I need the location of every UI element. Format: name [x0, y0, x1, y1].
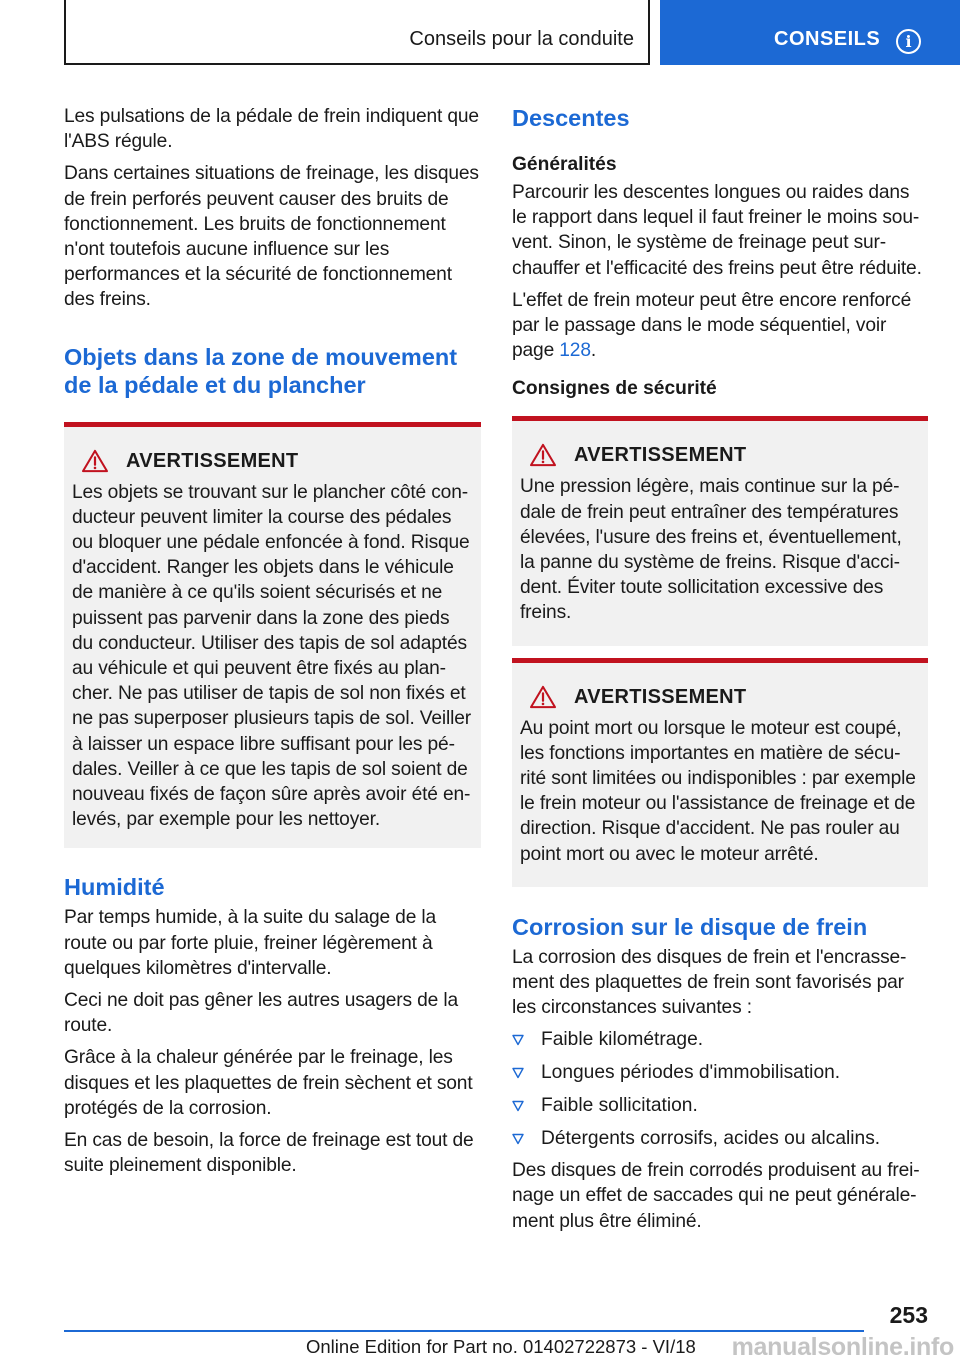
header-chapter-box: [660, 0, 960, 65]
engine-brake-text: L'effet de frein moteur peut être encore renforcé par le passage dans le mode séquentiel, voir page: [512, 289, 912, 362]
corrosion-outro: Des disques de frein corrodés produisent au freinage un effet de saccades qui ne peut généralement plus être éliminé.: [512, 1160, 920, 1232]
triangle-bullet-icon: [512, 1133, 524, 1145]
safety-subheading: Consignes de sécurité: [512, 378, 717, 400]
warning-triangle-icon: [528, 443, 558, 467]
general-paragraph: Parcourir les descentes longues ou raides dans le rapport dans lequel il faut freiner le moins souvent. Sinon, le système de freinage peut surchauffer et l'efficacité des freins peut être réduite.: [512, 182, 922, 279]
warning-text: Au point mort ou lorsque le moteur est coupé, les fonctions importantes en matière de sécurité sont limitées ou indisponibles : par exemple le frein moteur ou l'assistance de freinage et de direction. Risque d'accident. Ne pas rouler au point mort ou avec le moteur arrêté.: [520, 717, 916, 865]
triangle-bullet-icon: [512, 1034, 524, 1046]
safety-warning-box-1: [512, 416, 928, 645]
safety-warning-box-2: [512, 658, 928, 887]
humidity-paragraph-2: Ceci ne doit pas gêner les autres usagers de la route.: [64, 990, 458, 1037]
chapter-title: CONSEILS: [774, 28, 881, 50]
footer-site-watermark: manualsonline.info: [731, 1333, 954, 1361]
humidity-heading: Humidité: [64, 874, 165, 901]
corrosion-intro: La corrosion des disques de frein et l'encrassement des plaquettes de frein sont favorisés par les circonstances suivantes :: [512, 946, 907, 1019]
warning-text: Une pression légère, mais continue sur la pédale de frein peut entraîner des températures élevées, l'usure des freins et, éventuellement, la panne du système de freins. Risque d'accident. Éviter toute sollicitation excessive des freins.: [520, 476, 902, 624]
triangle-bullet-icon: [512, 1067, 524, 1079]
engine-brake-end: .: [590, 340, 597, 362]
triangle-bullet-icon: [512, 1100, 524, 1112]
list-item: [512, 1126, 928, 1151]
list-item-text: Longues périodes d'immobilisation.: [541, 1062, 841, 1084]
intro-paragraph-1: Les pulsations de la pédale de frein indiquent que l'ABS régule.: [64, 106, 479, 153]
info-icon: i: [896, 29, 921, 54]
list-item: [512, 1060, 928, 1085]
objects-warning-box: [64, 422, 481, 849]
warning-triangle-icon: [528, 685, 558, 709]
intro-paragraph-2: Dans certaines situations de freinage, les disques de frein perforés peuvent causer des bruits de fonctionnement. Les bruits de fonctionnement n'ont toutefois aucune influence sur les performances et la sécurité de fonctionnement des freins.: [64, 163, 479, 311]
list-item-text: Faible sollicitation.: [541, 1094, 698, 1116]
left-column: [64, 104, 481, 1186]
footer-rule: [64, 1330, 864, 1332]
section-title: Conseils pour la conduite: [409, 28, 634, 50]
header-section-box: [64, 0, 650, 65]
list-item-text: Détergents corrosifs, acides ou alcalins.: [541, 1127, 881, 1149]
warning-header: [80, 449, 473, 473]
humidity-paragraph-4: En cas de besoin, la force de freinage est tout de suite pleinement disponible.: [64, 1130, 474, 1177]
right-column: [512, 104, 928, 1241]
list-item: [512, 1027, 928, 1052]
general-subheading: Généralités: [512, 154, 617, 175]
corrosion-heading: Corrosion sur le disque de frein: [512, 913, 868, 940]
humidity-paragraph-1: Par temps humide, à la suite du salage de la route ou par forte pluie, freiner légèrement à quelques kilomètres d'intervalle.: [64, 907, 437, 979]
warning-triangle-icon: [80, 449, 110, 473]
page-number: 253: [889, 1302, 928, 1328]
objects-heading: Objets dans la zone de mouvement de la pédale et du plancher: [64, 343, 458, 398]
descents-heading: Descentes: [512, 105, 630, 131]
warning-text: Les objets se trouvant sur le plancher côté conducteur peuvent limiter la course des pédales ou bloquer une pédale enfoncée à fond. Risque d'accident. Ranger les objets dans le véhicule de manière à ce qu'ils soient sécurisés et ne puissent pas parvenir dans la zone des pieds du conducteur. Utiliser des tapis de sol adaptés au véhicule et qui peuvent être fixés au plancher. Ne pas utiliser de tapis de sol non fixés et ne pas superposer plusieurs tapis de sol. Veiller à laisser un espace libre suffisant pour les pédales. Veiller à ce que les tapis de sol soient de nouveau fixés de façon sûre après avoir été enlevés, par exemple pour les nettoyer.: [72, 481, 472, 831]
warning-header: [528, 443, 920, 467]
engine-brake-paragraph: [512, 288, 928, 364]
warning-header: [528, 685, 920, 709]
corrosion-list: [512, 1027, 928, 1150]
warning-title: AVERTISSEMENT: [574, 685, 747, 708]
warning-title: AVERTISSEMENT: [574, 444, 747, 467]
footer-edition: Online Edition for Part no. 01402722873 - VI/18: [306, 1336, 696, 1357]
list-item: [512, 1093, 928, 1118]
page-link[interactable]: 128: [559, 340, 591, 362]
humidity-paragraph-3: Grâce à la chaleur générée par le freinage, les disques et les plaquettes de frein sèchent et sont protégés de la corrosion.: [64, 1047, 473, 1119]
list-item-text: Faible kilométrage.: [541, 1029, 704, 1051]
warning-title: AVERTISSEMENT: [126, 449, 299, 472]
